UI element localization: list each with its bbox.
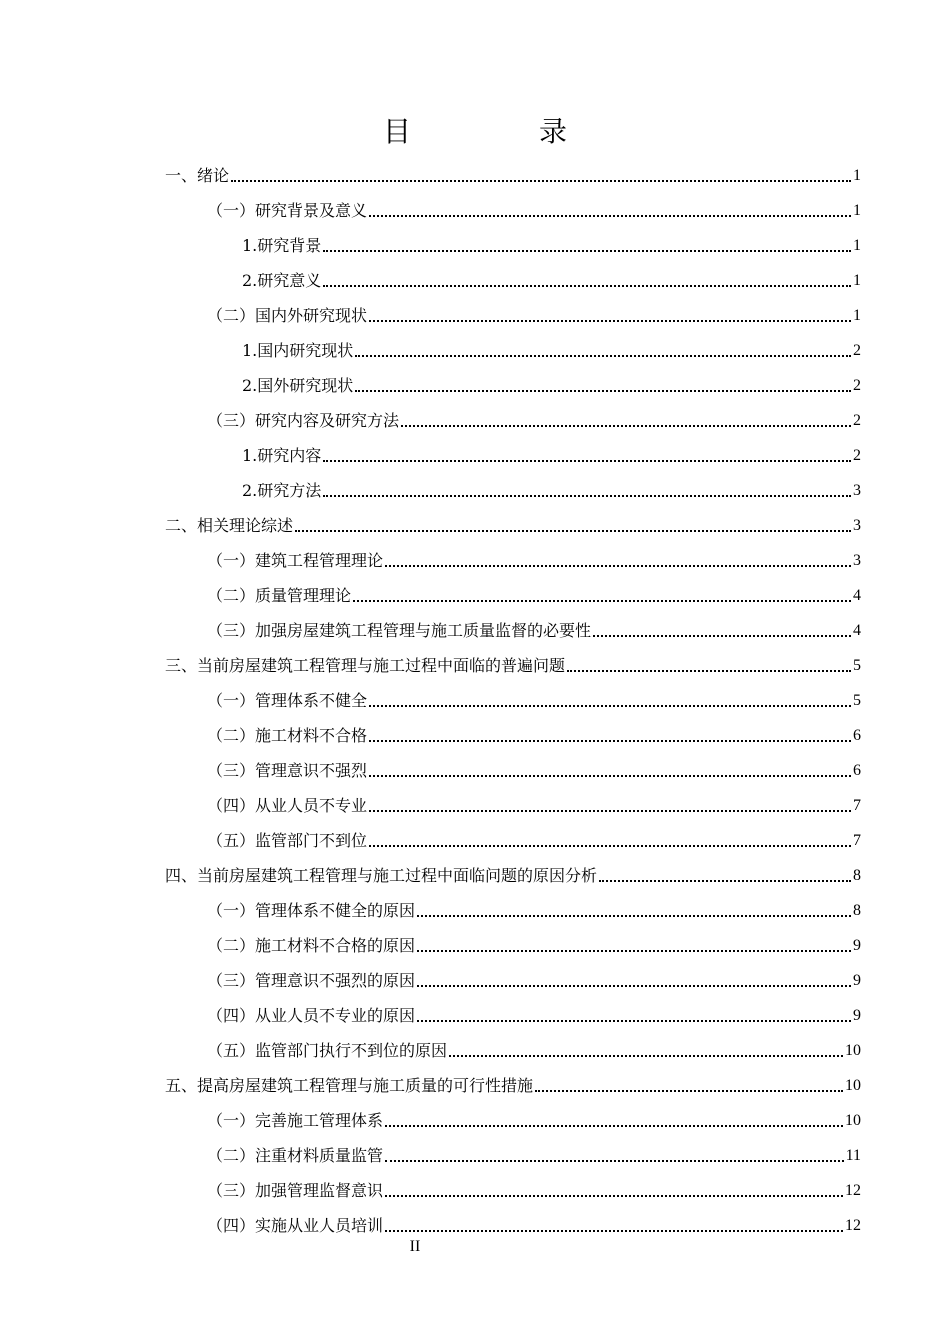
toc-entry-title: （一）研究背景及意义 xyxy=(207,201,368,220)
toc-entry-title: （一）管理体系不健全 xyxy=(207,691,368,710)
toc-entry[interactable] xyxy=(165,612,861,647)
dot-leader xyxy=(231,180,851,182)
toc-entry[interactable] xyxy=(165,997,861,1032)
dot-leader xyxy=(369,705,851,707)
toc-entry[interactable] xyxy=(165,437,861,472)
dot-leader xyxy=(567,670,851,672)
toc-entry-title: 2.国外研究现状 xyxy=(242,376,354,395)
dot-leader xyxy=(417,915,851,917)
toc-entry[interactable] xyxy=(165,1102,861,1137)
toc-entry[interactable] xyxy=(165,367,861,402)
toc-entry[interactable] xyxy=(165,752,861,787)
toc-entry-title: （二）施工材料不合格 xyxy=(207,726,368,745)
toc-entry-page-number: 12 xyxy=(845,1182,861,1199)
toc-entry[interactable] xyxy=(165,507,861,542)
toc-entry-title: 三、当前房屋建筑工程管理与施工过程中面临的普遍问题 xyxy=(165,656,566,675)
toc-entry-title: （三）加强房屋建筑工程管理与施工质量监督的必要性 xyxy=(207,621,592,640)
dot-leader xyxy=(535,1090,843,1092)
toc-entry-title: （五）监管部门执行不到位的原因 xyxy=(207,1041,448,1060)
toc-entry-page-number: 7 xyxy=(853,832,861,849)
dot-leader xyxy=(401,425,851,427)
toc-entry[interactable] xyxy=(165,472,861,507)
toc-entry-page-number: 3 xyxy=(853,552,861,569)
toc-entry-title: （二）国内外研究现状 xyxy=(207,306,368,325)
toc-entry-title: 1.国内研究现状 xyxy=(242,341,354,360)
toc-entry-title: （五）监管部门不到位 xyxy=(207,831,368,850)
toc-entry-page-number: 4 xyxy=(853,622,861,639)
toc-entry-title: （二）施工材料不合格的原因 xyxy=(207,936,416,955)
dot-leader xyxy=(353,600,851,602)
toc-entry[interactable] xyxy=(165,332,861,367)
dot-leader xyxy=(355,390,851,392)
toc-entry-page-number: 8 xyxy=(853,867,861,884)
toc-entry[interactable] xyxy=(165,542,861,577)
toc-entry-page-number: 1 xyxy=(853,202,861,219)
toc-entry[interactable] xyxy=(165,962,861,997)
toc-entry-page-number: 5 xyxy=(853,692,861,709)
toc-entry-page-number: 10 xyxy=(845,1112,861,1129)
dot-leader xyxy=(385,565,851,567)
toc-entry-page-number: 6 xyxy=(853,727,861,744)
dot-leader xyxy=(417,985,851,987)
toc-entry-title: 1.研究内容 xyxy=(242,446,322,465)
toc-entry-page-number: 2 xyxy=(853,342,861,359)
toc-entry-title: 五、提高房屋建筑工程管理与施工质量的可行性措施 xyxy=(165,1076,534,1095)
dot-leader xyxy=(323,285,851,287)
toc-entry-page-number: 1 xyxy=(853,237,861,254)
toc-entry-page-number: 9 xyxy=(853,972,861,989)
toc-entry-title: （四）从业人员不专业 xyxy=(207,796,368,815)
toc-entry-page-number: 2 xyxy=(853,377,861,394)
toc-entry[interactable] xyxy=(165,1172,861,1207)
toc-entry-page-number: 6 xyxy=(853,762,861,779)
toc-entry-page-number: 8 xyxy=(853,902,861,919)
toc-entry-title: 1.研究背景 xyxy=(242,236,322,255)
toc-entry-title: （三）加强管理监督意识 xyxy=(207,1181,384,1200)
dot-leader xyxy=(355,355,851,357)
toc-entry[interactable] xyxy=(165,857,861,892)
toc-entry-title: 一、绪论 xyxy=(165,166,230,185)
toc-entry[interactable] xyxy=(165,1137,861,1172)
toc-entry-page-number: 2 xyxy=(853,412,861,429)
toc-entry-title: 二、相关理论综述 xyxy=(165,516,294,535)
page-number: II xyxy=(409,1238,421,1255)
toc-entry[interactable] xyxy=(165,892,861,927)
toc-entry-page-number: 2 xyxy=(853,447,861,464)
dot-leader xyxy=(369,775,851,777)
dot-leader xyxy=(369,810,851,812)
toc-entry-title: （二）注重材料质量监管 xyxy=(207,1146,384,1165)
dot-leader xyxy=(323,495,851,497)
toc-entry[interactable] xyxy=(165,1207,861,1242)
toc-entry-title: 2.研究意义 xyxy=(242,271,322,290)
dot-leader xyxy=(385,1125,843,1127)
toc-entry-title: （二）质量管理理论 xyxy=(207,586,352,605)
toc-entry-page-number: 3 xyxy=(853,482,861,499)
toc-entry-title: （四）从业人员不专业的原因 xyxy=(207,1006,416,1025)
toc-entry-title: （三）研究内容及研究方法 xyxy=(207,411,400,430)
dot-leader xyxy=(369,740,851,742)
table-of-contents xyxy=(165,157,861,1242)
toc-entry-page-number: 11 xyxy=(845,1147,861,1164)
toc-entry-page-number: 9 xyxy=(853,937,861,954)
toc-entry-page-number: 9 xyxy=(853,1007,861,1024)
dot-leader xyxy=(385,1195,843,1197)
toc-entry[interactable] xyxy=(165,787,861,822)
dot-leader xyxy=(417,950,851,952)
dot-leader xyxy=(599,880,851,882)
toc-entry[interactable] xyxy=(165,927,861,962)
toc-entry[interactable] xyxy=(165,822,861,857)
toc-entry[interactable] xyxy=(165,192,861,227)
dot-leader xyxy=(295,530,851,532)
toc-entry[interactable] xyxy=(165,647,861,682)
toc-title: 目 录 xyxy=(382,115,617,148)
toc-entry-page-number: 7 xyxy=(853,797,861,814)
toc-entry[interactable] xyxy=(165,297,861,332)
toc-entry[interactable] xyxy=(165,262,861,297)
toc-entry-title: （一）完善施工管理体系 xyxy=(207,1111,384,1130)
toc-entry[interactable] xyxy=(165,227,861,262)
toc-entry-page-number: 5 xyxy=(853,657,861,674)
toc-entry[interactable] xyxy=(165,402,861,437)
toc-entry[interactable] xyxy=(165,682,861,717)
dot-leader xyxy=(369,215,851,217)
dot-leader xyxy=(593,635,851,637)
dot-leader xyxy=(385,1230,843,1232)
toc-entry-title: （三）管理意识不强烈的原因 xyxy=(207,971,416,990)
toc-entry-page-number: 1 xyxy=(853,167,861,184)
toc-entry[interactable] xyxy=(165,157,861,192)
toc-entry-page-number: 3 xyxy=(853,517,861,534)
dot-leader xyxy=(417,1020,851,1022)
dot-leader xyxy=(449,1055,843,1057)
dot-leader xyxy=(323,250,851,252)
toc-entry[interactable] xyxy=(165,1067,861,1102)
toc-entry-page-number: 10 xyxy=(845,1042,861,1059)
toc-entry-page-number: 12 xyxy=(845,1217,861,1234)
dot-leader xyxy=(323,460,851,462)
toc-entry[interactable] xyxy=(165,577,861,612)
toc-entry-page-number: 10 xyxy=(845,1077,861,1094)
toc-entry-page-number: 4 xyxy=(853,587,861,604)
toc-entry-title: 2.研究方法 xyxy=(242,481,322,500)
dot-leader xyxy=(369,320,851,322)
toc-entry-page-number: 1 xyxy=(853,272,861,289)
toc-entry-title: （四）实施从业人员培训 xyxy=(207,1216,384,1235)
dot-leader xyxy=(369,845,851,847)
toc-entry-page-number: 1 xyxy=(853,307,861,324)
toc-entry-title: 四、当前房屋建筑工程管理与施工过程中面临问题的原因分析 xyxy=(165,866,598,885)
toc-entry-title: （一）建筑工程管理理论 xyxy=(207,551,384,570)
toc-entry[interactable] xyxy=(165,1032,861,1067)
toc-entry[interactable] xyxy=(165,717,861,752)
toc-entry-title: （三）管理意识不强烈 xyxy=(207,761,368,780)
dot-leader xyxy=(385,1160,844,1162)
toc-entry-title: （一）管理体系不健全的原因 xyxy=(207,901,416,920)
